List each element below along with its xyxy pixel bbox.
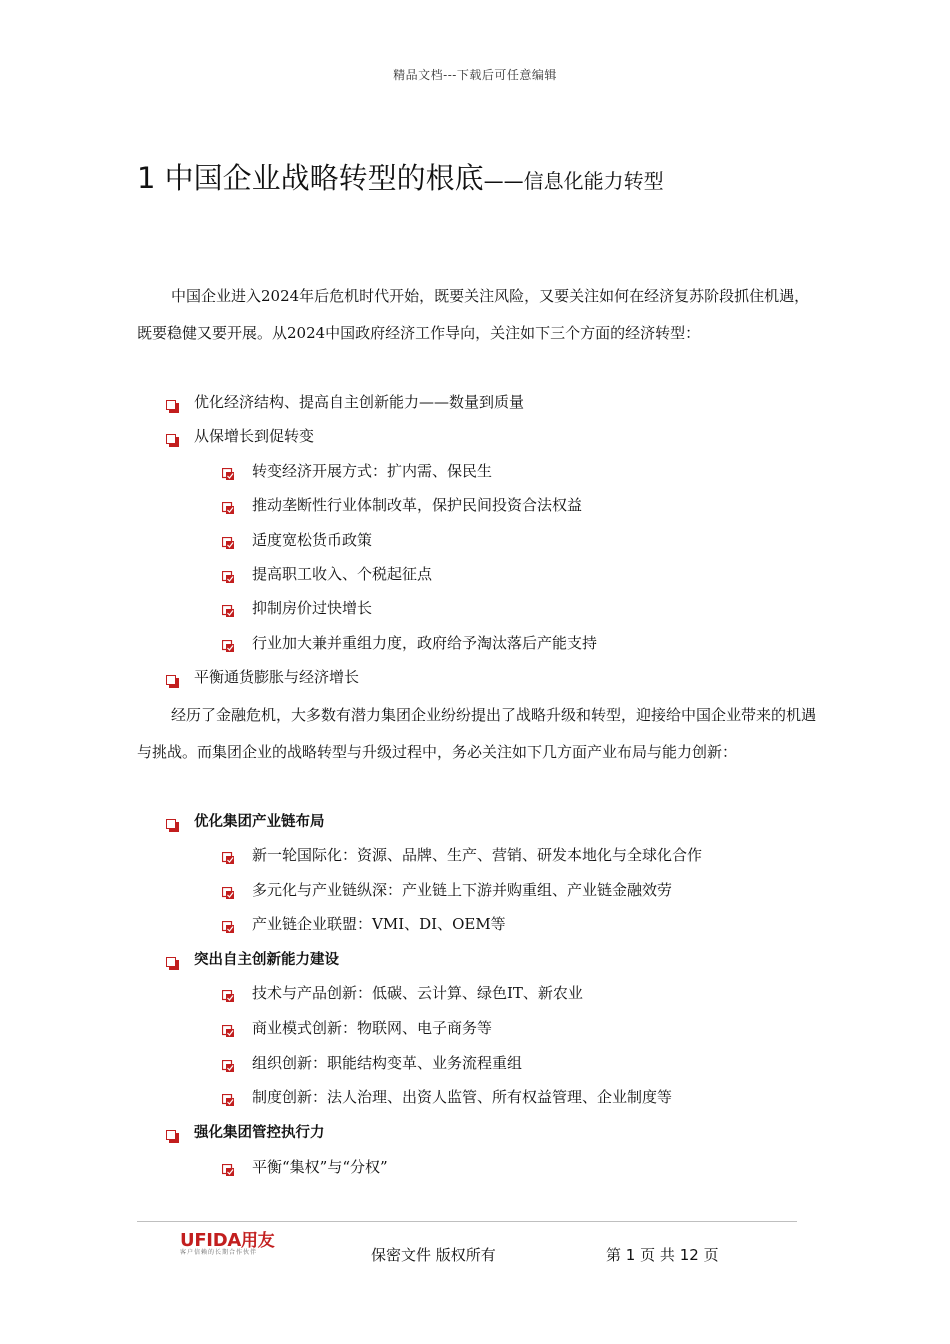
square-check-bullet-icon <box>222 605 235 618</box>
logo-cn: 用友 <box>240 1231 275 1251</box>
hollow-square-bullet-icon <box>166 819 176 829</box>
square-check-bullet-icon <box>222 1025 235 1038</box>
title-main: 1 中国企业战略转型的根底 <box>137 161 484 195</box>
square-check-bullet-icon <box>222 1060 235 1073</box>
square-check-bullet-icon <box>222 921 235 934</box>
hollow-square-bullet-icon <box>166 434 176 444</box>
footer-divider <box>137 1221 797 1222</box>
hollow-square-bullet-icon <box>166 675 176 685</box>
square-check-bullet-icon <box>222 468 235 481</box>
square-check-bullet-icon <box>222 852 235 865</box>
square-check-bullet-icon <box>222 887 235 900</box>
square-check-bullet-icon <box>222 1094 235 1107</box>
title-dash: —— <box>483 169 524 193</box>
square-check-bullet-icon <box>222 990 235 1003</box>
hollow-square-bullet-icon <box>166 400 176 410</box>
logo-text: UFIDA <box>180 1230 241 1251</box>
page-total: 12 <box>679 1246 699 1264</box>
square-check-bullet-icon <box>222 537 235 550</box>
body-paragraph: 经历了金融危机，大多数有潜力集团企业纷纷提出了战略升级和转型，迎接给中国企业带来的机遇与挑战。而集团企业的战略转型与升级过程中，务必关注如下几方面产业布局与能力创新： <box>137 706 817 761</box>
square-check-bullet-icon <box>222 1164 235 1177</box>
page-title <box>137 156 664 197</box>
square-check-bullet-icon <box>222 571 235 584</box>
hollow-square-bullet-icon <box>166 1130 176 1140</box>
logo-tagline: 客户信赖的长期合作伙伴 <box>180 1249 258 1256</box>
page-current: 1 <box>625 1246 636 1264</box>
square-check-bullet-icon <box>222 640 235 653</box>
intro-paragraph: 中国企业进入2024年后危机时代开始，既要关注风险，又要关注如何在经济复苏阶段抓住机遇，既要稳健又要开展。从2024中国政府经济工作导向，关注如下三个方面的经济转型： <box>137 287 810 342</box>
ufida-logo <box>180 1226 300 1260</box>
title-sub: 信息化能力转型 <box>523 169 664 193</box>
footer-confidential: 保密文件 版权所有 <box>371 1246 496 1264</box>
page-number: 第 1 页 共 12 页 <box>606 1246 719 1264</box>
square-check-bullet-icon <box>222 502 235 515</box>
header-note: 精品文档---下载后可任意编辑 <box>393 68 557 82</box>
hollow-square-bullet-icon <box>166 957 176 967</box>
